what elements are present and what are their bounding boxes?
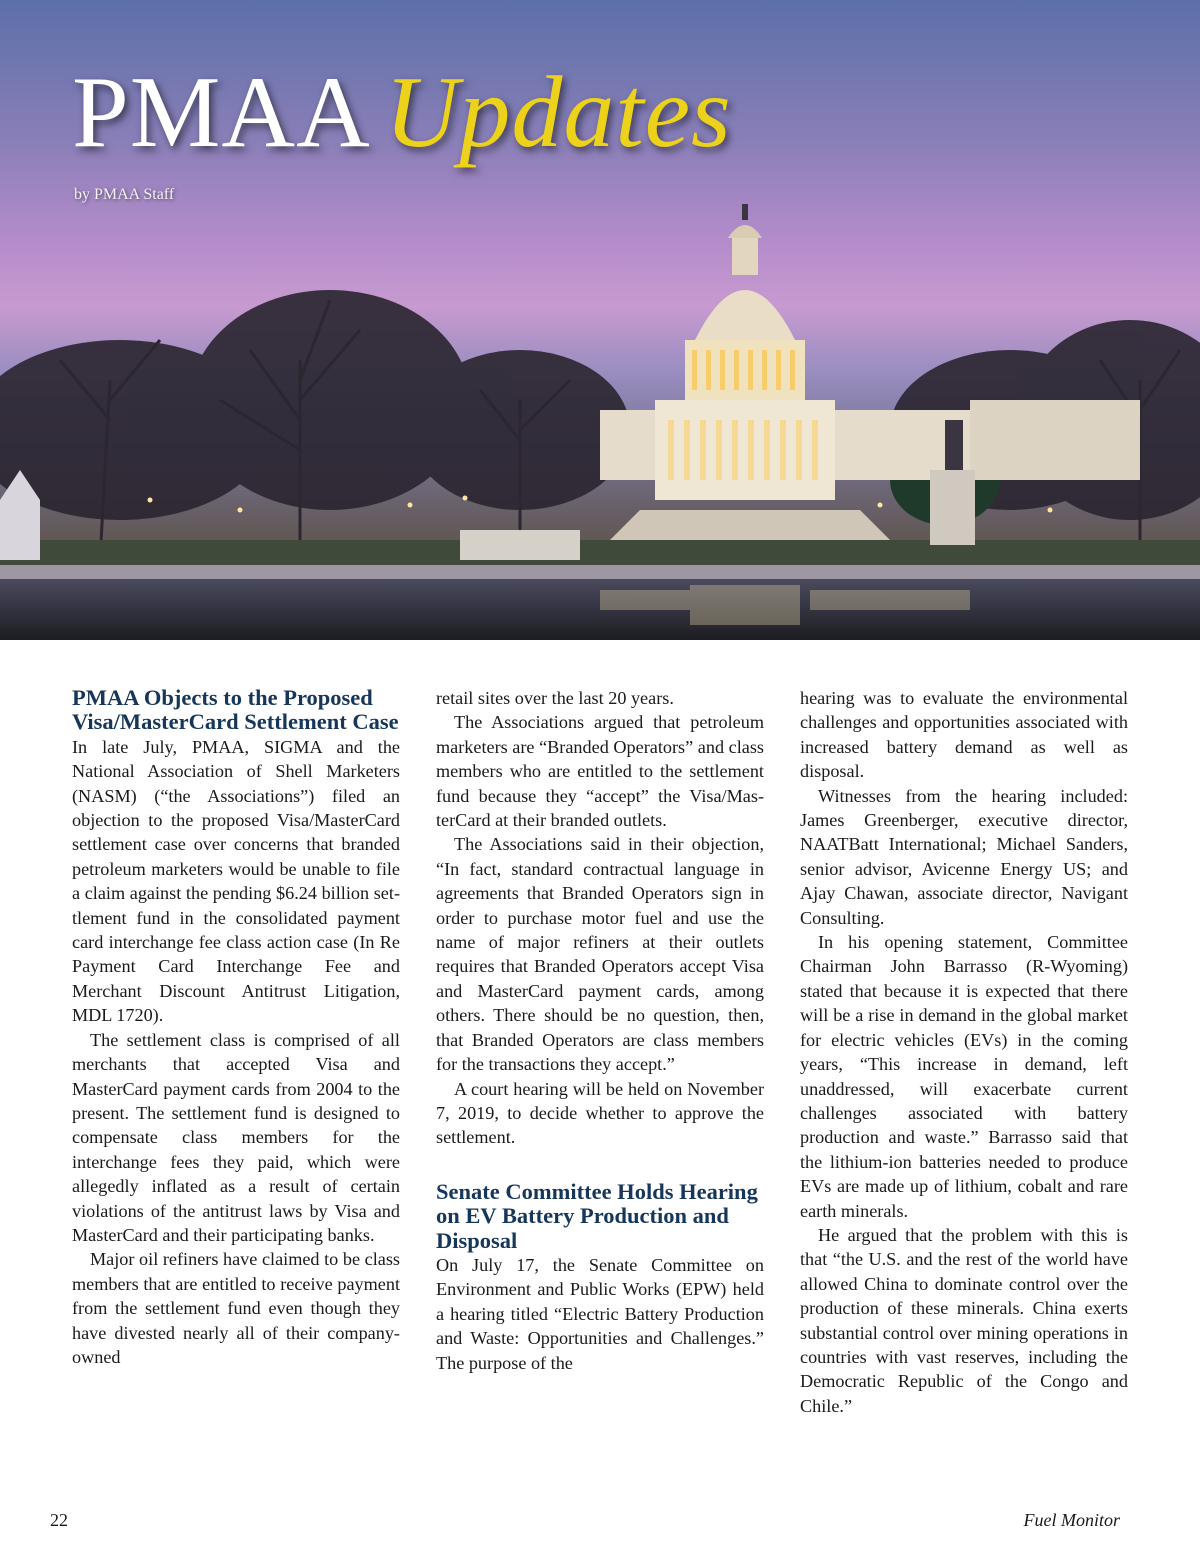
hero-image bbox=[0, 0, 1200, 640]
paragraph: He argued that the problem with this is that “the U.S. and the rest of the world have allowed China to dominate control over the production of these minerals. China exerts substantial control over mining operations in countries with vast reserves, including the Democratic Republic of the Congo and Chile.” bbox=[800, 1224, 1128, 1416]
paragraph: In his opening statement, Committee Chairman John Barrasso (R-Wyoming) stated that because it is expected that there will be a rise in demand in the global market for electric vehicles (EVs) in the coming years, “This increase in demand, left unaddressed, will exacerbate current challenges associated with battery production and waste.” Barrasso said that the lithium-ion batteries needed to produce EVs are made up of lithium, cobalt and rare earth minerals. bbox=[800, 932, 1128, 1221]
column-3 bbox=[800, 686, 1128, 1418]
column-1 bbox=[72, 686, 400, 1369]
heading-visa-mastercard: PMAA Objects to the Proposed Visa/MasterCard Settlement Case bbox=[72, 685, 399, 735]
paragraph: Major oil refiners have claimed to be class members that are entitled to receive payment from the settlement fund even though they have divested nearly all of their company-owned bbox=[72, 1249, 400, 1367]
paragraph: The Associations said in their objection, “In fact, standard contractual language in agreements that Branded Operators sign in order to purchase motor fuel and use the name of major refiners at their outlets requires that Branded Operators accept Visa and MasterCard payment cards, among others. There should be no question, then, that Branded Operators are class members for the transactions they accept.” bbox=[436, 834, 764, 1075]
paragraph: The settlement class is comprised of all merchants that accepted Visa and MasterCard payment cards from 2004 to the present. The settlement fund is designed to compensate class members for the interchange fees they paid, which were allegedly inflated as a result of certain violations of the antitrust laws by Visa and MasterCard and their participating banks. bbox=[72, 1029, 400, 1245]
paragraph: The Associations argued that petroleum marketers are “Branded Operators” and class members who are entitled to the settlement fund because they “accept” the Visa/​MasterCard at their branded outlets. bbox=[436, 712, 764, 831]
page-number: 22 bbox=[50, 1510, 68, 1530]
heading-ev-battery: Senate Committee Holds Hearing on EV Battery Production and Disposal bbox=[436, 1178, 758, 1253]
title-word-updates: Updates bbox=[384, 56, 732, 169]
paragraph: Witnesses from the hearing included: James Greenberger, executive director, NAATBatt International; Michael Sanders, senior advisor, Avicenne Energy US; and Ajay Chawan, associate director, Navigant Consulting. bbox=[800, 785, 1128, 928]
title-word-pmaa: PMAA bbox=[72, 56, 371, 169]
paragraph: retail sites over the last 20 years. bbox=[436, 688, 674, 708]
paragraph: hearing was to evaluate the environmental challenges and opportunities associated with increased battery demand as well as disposal. bbox=[800, 688, 1128, 782]
column-2 bbox=[436, 686, 764, 1375]
paragraph: In late July, PMAA, SIGMA and the National Association of Shell Marketers (NASM) (“the Associations”) filed an objection to the proposed Visa/​MasterCard settlement case over concerns that branded petroleum marketers would be unable to file a claim against the pending $6.24 billion settlement fund in the consolidated payment card interchange fee class action case (In Re Payment Card Interchange Fee and Merchant Discount Antitrust Litigation, MDL 1720). bbox=[72, 736, 400, 1026]
paragraph: A court hearing will be held on November 7, 2019, to decide whether to approve the settlement. bbox=[436, 1078, 764, 1148]
publication-name: Fuel Monitor bbox=[1023, 1510, 1120, 1530]
byline: by PMAA Staff bbox=[74, 186, 175, 203]
paragraph: On July 17, the Senate Committee on Environment and Public Works (EPW) held a hearing titled “Electric Battery Production and Waste: Opportunities and Challenges.” The purpose of the bbox=[436, 1254, 764, 1373]
page-title bbox=[72, 56, 732, 169]
